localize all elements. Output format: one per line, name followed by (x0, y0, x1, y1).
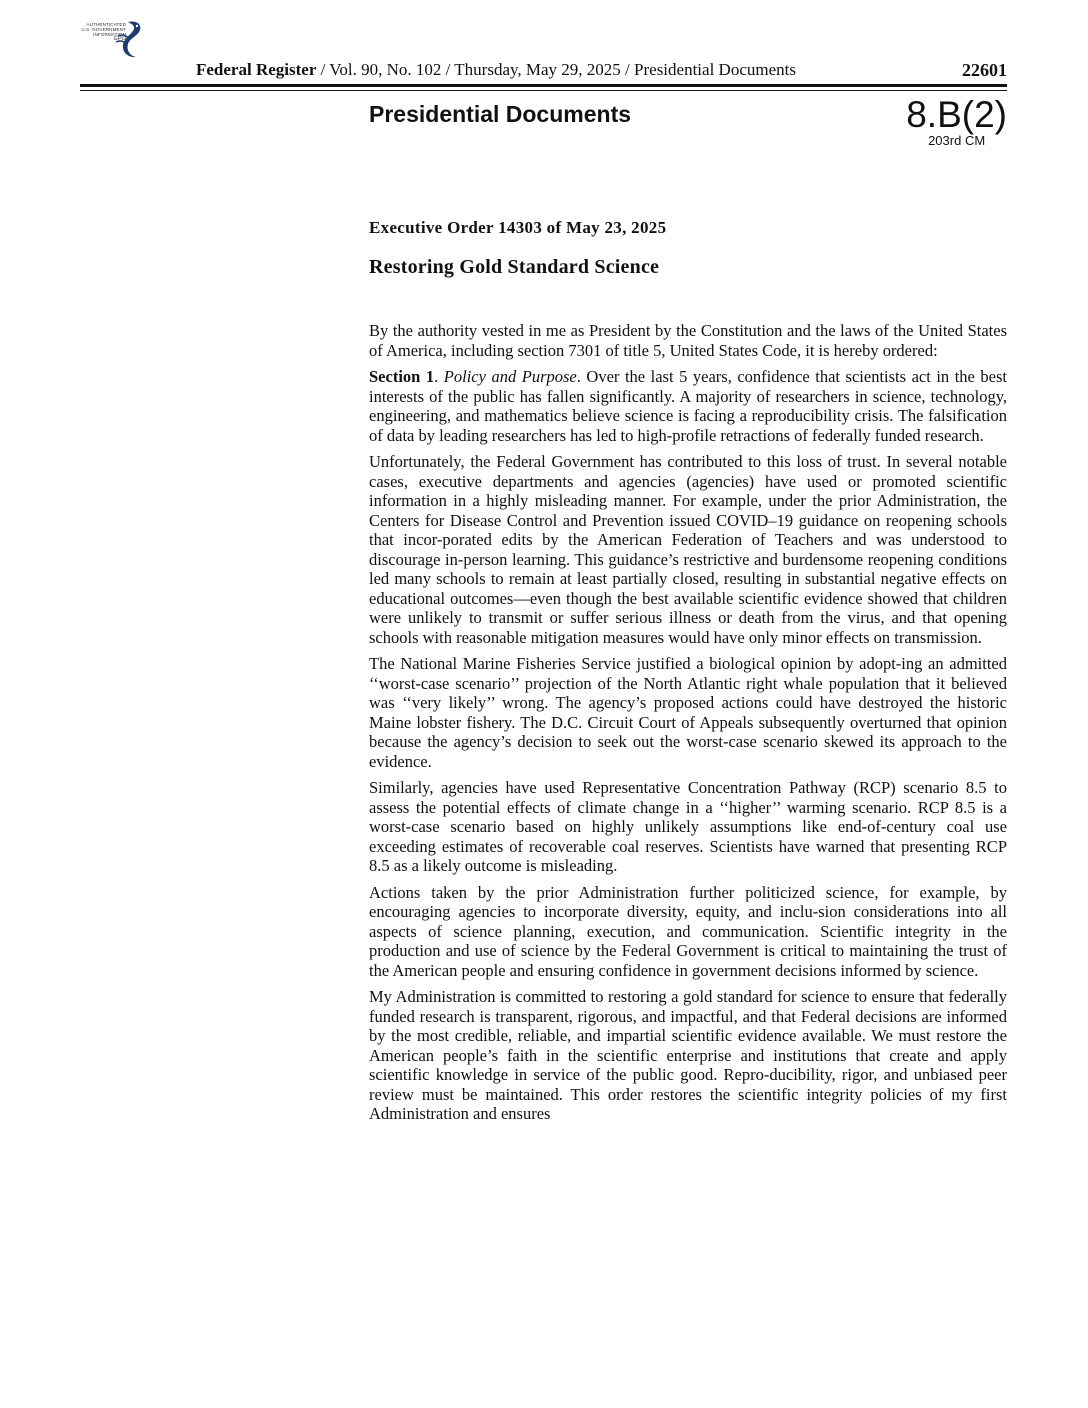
document-body (369, 321, 1007, 1131)
body-paragraph: Unfortunately, the Federal Government has contributed to this loss of trust. In several notable cases, executive departments and agencies (agencies) have used or promoted scientific information in a highly misleading manner. For example, under the prior Administration, the Centers for Disease Control and Prevention issued COVID–19 guidance on reopening schools that incor-porated edits by the American Federation of Teachers and was understood to discourage in-person learning. This guidance’s restrictive and burdensome reopening conditions led many schools to remain at least partially closed, resulting in substantial negative effects on educational outcomes—even though the best available scientific evidence showed that children were unlikely to transmit or suffer serious illness or death from the virus, and that opening schools with reasonable mitigation measures would have only minor effects on transmission. (369, 452, 1007, 647)
section-1-paragraph (369, 367, 1007, 445)
section-separator: . (434, 367, 444, 386)
executive-order-number: Executive Order 14303 of May 23, 2025 (369, 218, 667, 237)
agenda-stamp (906, 96, 1007, 148)
issue-info: / Vol. 90, No. 102 / Thursday, May 29, 2025 / Presidential Documents (316, 60, 796, 79)
running-header (196, 60, 1007, 80)
body-paragraph: The National Marine Fisheries Service justified a biological opinion by adopt-ing an admitted ‘‘worst-case scenario’’ projection of the North Atlantic right whale population that it believed was ‘‘very likely’’ wrong. The agency’s proposed actions could have destroyed the historic Maine lobster fishery. The D.C. Circuit Court of Appeals subsequently overturned that opinion because the agency’s decision to seek out the worst-case scenario skewed its approach to the evidence. (369, 654, 1007, 771)
stamp-meeting: 203rd CM (928, 133, 986, 148)
gpo-authentication-seal (70, 18, 150, 60)
page-number: 22601 (962, 60, 1007, 80)
body-paragraph: Actions taken by the prior Administration further politicized science, for example, by encouraging agencies to incorporate diversity, equity, and inclu-sion considerations into all aspects of science planning, execution, and communication. Scientific integrity in the production and use of science by the Federal Government is critical to maintaining the trust of the American people and ensuring confidence in government decisions informed by science. (369, 882, 1007, 980)
section-text: . Over the last 5 years, confidence that scientists act in the best interests of the public has fallen significantly. A majority of researchers in science, technology, engineering, and mathematics believe science is facing a reproducibility crisis. The falsification of data by leading researchers has led to high-profile retractions of federally funded research. (369, 367, 1007, 445)
executive-order-title: Restoring Gold Standard Science (369, 256, 660, 278)
seal-line: INFORMATION (93, 32, 126, 37)
section-caption: Policy and Purpose (443, 367, 577, 386)
seal-line: AUTHENTICATED (86, 22, 126, 27)
section-title: Presidential Documents (369, 101, 632, 127)
publication-name: Federal Register (196, 60, 317, 79)
section-label: Section 1 (369, 367, 435, 386)
stamp-item-number: 8.B(2) (906, 94, 1007, 135)
body-paragraph: My Administration is committed to restoring a gold standard for science to ensure that federally funded research is transparent, rigorous, and impactful, and that Federal decisions are informed by the most credible, reliable, and impartial scientific evidence available. We must restore the American people’s faith in the scientific enterprise and institutions that create and apply scientific knowledge in service of the public good. Repro-ducibility, rigor, and unbiased peer review must be maintained. This order restores the scientific integrity policies of my first Administration and ensures (369, 987, 1007, 1123)
body-paragraph: Similarly, agencies have used Representative Concentration Pathway (RCP) scenario 8.5 to assess the potential effects of climate change in a ‘‘higher’’ warming scenario. RCP 8.5 is a worst-case scenario based on highly unlikely assumptions like end-of-century coal use exceeding estimates of recoverable coal reserves. Scientists have warned that presenting RCP 8.5 as a likely outcome is misleading. (369, 778, 1007, 875)
header-rule (80, 84, 1007, 87)
preamble-paragraph: By the authority vested in me as President by the Constitution and the laws of the United States of America, including section 7301 of title 5, United States Code, it is hereby ordered: (369, 321, 1007, 360)
header-rule-thin (80, 90, 1007, 91)
seal-line: U.S. GOVERNMENT (81, 27, 126, 32)
seal-logo-text: GPO (113, 36, 126, 42)
eagle-icon (110, 18, 150, 60)
